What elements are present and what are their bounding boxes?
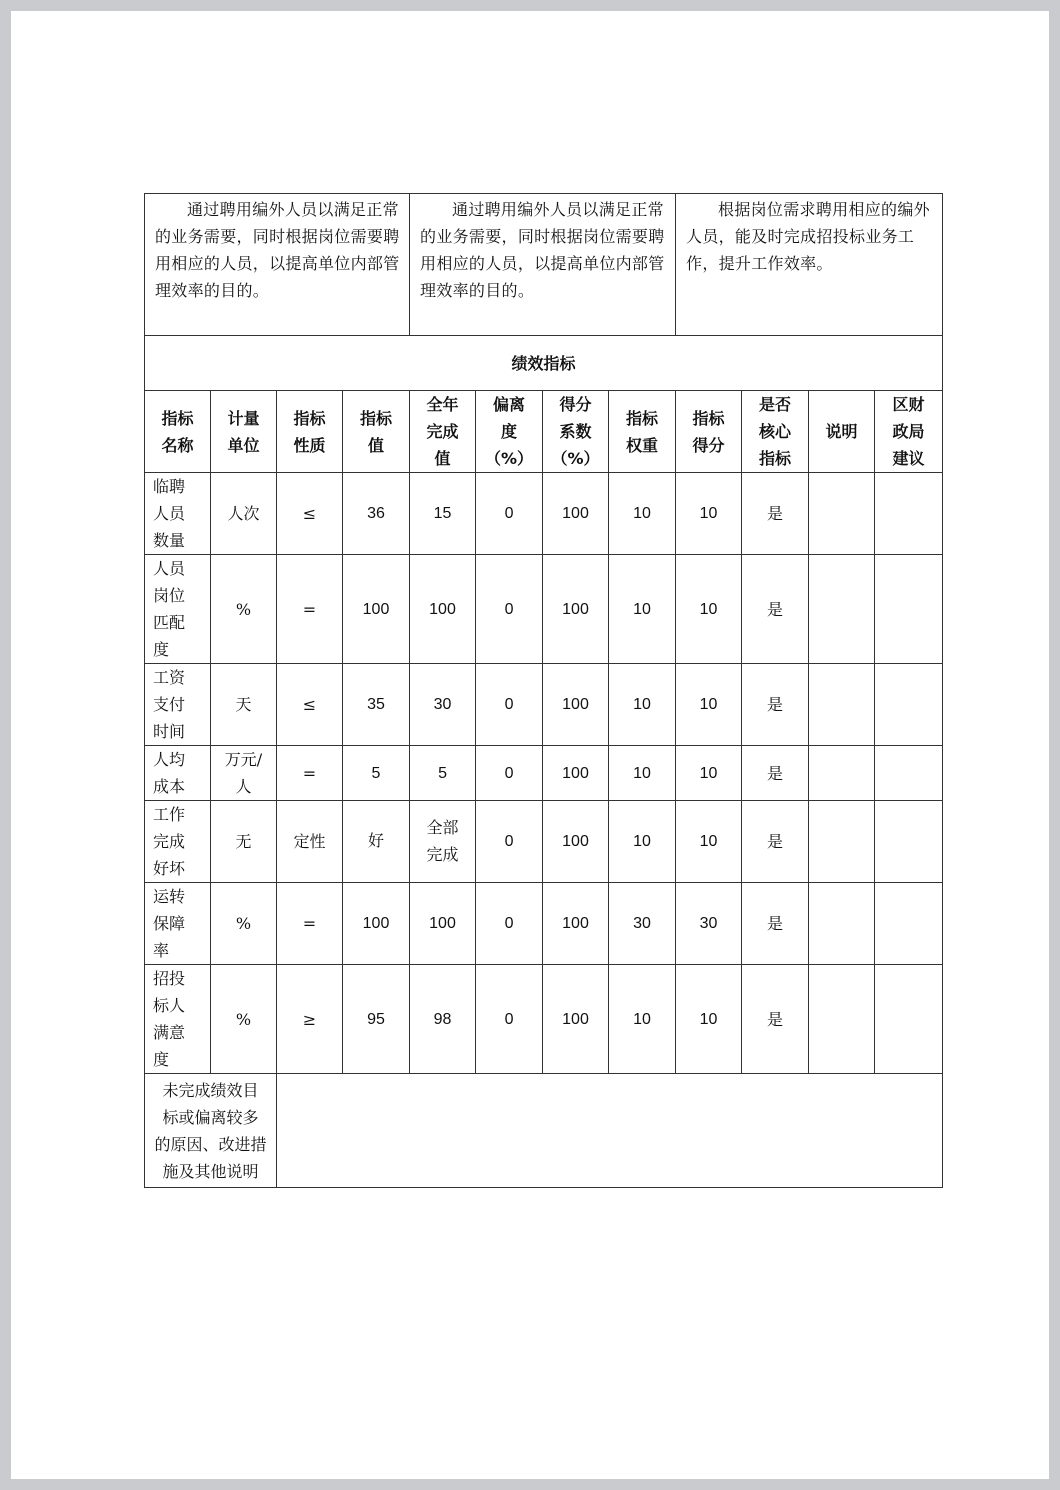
text-line: （%） bbox=[551, 449, 600, 468]
text-line: 30 bbox=[433, 696, 452, 713]
core-cell: 是 bbox=[742, 965, 809, 1074]
actual-cell bbox=[410, 473, 476, 555]
header-actual bbox=[410, 391, 476, 473]
header-indicator-name bbox=[145, 391, 211, 473]
header-nature bbox=[277, 391, 343, 473]
text-line: （%） bbox=[484, 449, 534, 468]
core-cell: 是 bbox=[742, 801, 809, 883]
footer-label bbox=[145, 1074, 277, 1188]
actual-cell bbox=[410, 664, 476, 746]
text-line: 人次 bbox=[227, 504, 260, 523]
target-cell: 95 bbox=[343, 965, 410, 1074]
text-line: 是否 bbox=[759, 395, 792, 414]
coef-cell: 100 bbox=[543, 883, 609, 965]
nature-cell: ≥ bbox=[277, 965, 343, 1074]
text-line: 度 bbox=[501, 422, 518, 441]
text-line: 100 bbox=[429, 600, 456, 618]
score-cell: 10 bbox=[676, 473, 742, 555]
text-line: 15 bbox=[433, 505, 452, 522]
text-line: 名称 bbox=[161, 435, 194, 455]
table-row bbox=[145, 664, 943, 746]
text-line: 完成 bbox=[426, 422, 459, 441]
header-score bbox=[676, 391, 742, 473]
performance-table bbox=[144, 193, 943, 1188]
text-line: 政局 bbox=[892, 422, 925, 441]
table-row bbox=[145, 965, 943, 1074]
text-line: 100 bbox=[429, 915, 456, 932]
text-line: 万元/ bbox=[224, 750, 263, 769]
text-line: 标或偏离较多 bbox=[162, 1107, 259, 1127]
text-line: 未完成绩效目 bbox=[162, 1080, 259, 1100]
description-row bbox=[145, 194, 943, 336]
advice-cell bbox=[875, 965, 943, 1074]
table-row bbox=[145, 801, 943, 883]
indicator-name bbox=[145, 801, 211, 883]
footer-row bbox=[145, 1074, 943, 1188]
nature-cell: = bbox=[277, 883, 343, 965]
text-line: 值 bbox=[434, 449, 451, 468]
core-cell: 是 bbox=[742, 746, 809, 801]
weight-cell: 10 bbox=[609, 664, 676, 746]
section-title-row bbox=[145, 336, 943, 391]
table-row bbox=[145, 883, 943, 965]
text-line: 建议 bbox=[892, 449, 925, 468]
score-cell: 10 bbox=[676, 965, 742, 1074]
text-line: 标人 bbox=[153, 996, 186, 1015]
actual-cell bbox=[410, 801, 476, 883]
text-line: 得分 bbox=[559, 395, 592, 414]
description-cell-1: 通过聘用编外人员以满足正常的业务需要，同时根据岗位需要聘用相应的人员，以提高单位内部管理效率的目的。 bbox=[145, 194, 410, 336]
deviation-cell: 0 bbox=[476, 664, 543, 746]
actual-cell bbox=[410, 965, 476, 1074]
text-line: % bbox=[235, 599, 252, 619]
text-line: 说明 bbox=[825, 422, 858, 441]
text-line: 核心 bbox=[759, 422, 792, 441]
actual-cell bbox=[410, 883, 476, 965]
text-line: 招投 bbox=[153, 969, 186, 988]
coef-cell: 100 bbox=[543, 555, 609, 664]
weight-cell: 10 bbox=[609, 473, 676, 555]
text-line: 5 bbox=[438, 764, 447, 782]
note-cell bbox=[809, 473, 875, 555]
text-line: % bbox=[235, 1009, 252, 1029]
text-line: 区财 bbox=[892, 395, 925, 414]
indicator-name bbox=[145, 883, 211, 965]
indicator-name bbox=[145, 555, 211, 664]
header-target bbox=[343, 391, 410, 473]
actual-cell bbox=[410, 746, 476, 801]
text-line: 指标 bbox=[360, 408, 393, 428]
core-cell: 是 bbox=[742, 883, 809, 965]
text-line: 保障 bbox=[153, 914, 186, 933]
text-line: 数量 bbox=[153, 531, 186, 550]
text-line: 工资 bbox=[153, 668, 186, 687]
footer-content bbox=[277, 1074, 943, 1188]
weight-cell: 10 bbox=[609, 746, 676, 801]
text-line: 单位 bbox=[227, 435, 260, 455]
text-line: 得分 bbox=[692, 435, 725, 455]
score-cell: 10 bbox=[676, 746, 742, 801]
core-cell: 是 bbox=[742, 555, 809, 664]
deviation-cell: 0 bbox=[476, 555, 543, 664]
deviation-cell: 0 bbox=[476, 883, 543, 965]
unit-cell bbox=[211, 473, 277, 555]
nature-cell: ≤ bbox=[277, 664, 343, 746]
advice-cell bbox=[875, 883, 943, 965]
score-cell: 10 bbox=[676, 555, 742, 664]
text-line: 满意 bbox=[153, 1023, 186, 1042]
target-cell: 5 bbox=[343, 746, 410, 801]
indicator-name bbox=[145, 664, 211, 746]
score-cell: 10 bbox=[676, 801, 742, 883]
indicator-name bbox=[145, 965, 211, 1074]
header-deviation bbox=[476, 391, 543, 473]
indicator-name bbox=[145, 746, 211, 801]
coef-cell: 100 bbox=[543, 801, 609, 883]
header-unit bbox=[211, 391, 277, 473]
core-cell: 是 bbox=[742, 473, 809, 555]
note-cell bbox=[809, 746, 875, 801]
score-cell: 30 bbox=[676, 883, 742, 965]
text-line: 全部 bbox=[426, 819, 459, 837]
unit-cell bbox=[211, 555, 277, 664]
target-cell: 100 bbox=[343, 555, 410, 664]
coef-cell: 100 bbox=[543, 664, 609, 746]
indicator-name bbox=[145, 473, 211, 555]
weight-cell: 10 bbox=[609, 801, 676, 883]
text-line: 系数 bbox=[559, 422, 592, 441]
text-line: 值 bbox=[368, 435, 385, 455]
target-cell: 35 bbox=[343, 664, 410, 746]
advice-cell bbox=[875, 746, 943, 801]
note-cell bbox=[809, 883, 875, 965]
weight-cell: 10 bbox=[609, 965, 676, 1074]
deviation-cell: 0 bbox=[476, 965, 543, 1074]
note-cell bbox=[809, 801, 875, 883]
text-line: 人员 bbox=[153, 504, 186, 523]
advice-cell bbox=[875, 473, 943, 555]
text-line: 完成 bbox=[153, 832, 186, 851]
nature-cell: ≤ bbox=[277, 473, 343, 555]
table-row bbox=[145, 473, 943, 555]
text-line: 临聘 bbox=[153, 477, 186, 496]
text-line: 指标 bbox=[759, 449, 792, 468]
text-line: 运转 bbox=[153, 887, 186, 906]
text-line: 度 bbox=[153, 640, 170, 659]
deviation-cell: 0 bbox=[476, 473, 543, 555]
text-line: 指标 bbox=[161, 408, 194, 428]
table-row bbox=[145, 555, 943, 664]
advice-cell bbox=[875, 555, 943, 664]
text-line: 好坏 bbox=[153, 859, 186, 878]
coef-cell: 100 bbox=[543, 965, 609, 1074]
text-line: 指标 bbox=[626, 408, 659, 428]
advice-cell bbox=[875, 801, 943, 883]
actual-cell bbox=[410, 555, 476, 664]
table-row bbox=[145, 746, 943, 801]
text-line: 人员 bbox=[153, 559, 186, 578]
weight-cell: 10 bbox=[609, 555, 676, 664]
deviation-cell: 0 bbox=[476, 746, 543, 801]
unit-cell bbox=[211, 801, 277, 883]
text-line: 的原因、改进措 bbox=[154, 1134, 267, 1154]
header-advice bbox=[875, 391, 943, 473]
document-page bbox=[11, 11, 1049, 1479]
unit-cell bbox=[211, 883, 277, 965]
text-line: 完成 bbox=[426, 846, 459, 864]
text-line: 性质 bbox=[293, 435, 326, 455]
description-cell-3: 根据岗位需求聘用相应的编外人员，能及时完成招投标业务工作，提升工作效率。 bbox=[676, 194, 943, 336]
text-line: 全年 bbox=[426, 395, 459, 414]
nature-cell: = bbox=[277, 746, 343, 801]
text-line: 支付 bbox=[153, 695, 186, 714]
note-cell bbox=[809, 664, 875, 746]
nature-cell: 定性 bbox=[277, 801, 343, 883]
target-cell: 100 bbox=[343, 883, 410, 965]
text-line: 时间 bbox=[153, 722, 186, 741]
header-core bbox=[742, 391, 809, 473]
target-cell: 好 bbox=[343, 801, 410, 883]
text-line: 施及其他说明 bbox=[162, 1161, 259, 1181]
text-line: 匹配 bbox=[153, 613, 186, 632]
text-line: % bbox=[235, 914, 252, 933]
text-line: 指标 bbox=[293, 408, 326, 428]
note-cell bbox=[809, 555, 875, 664]
unit-cell bbox=[211, 746, 277, 801]
text-line: 人均 bbox=[153, 750, 186, 769]
coef-cell: 100 bbox=[543, 746, 609, 801]
text-line: 岗位 bbox=[153, 586, 186, 605]
unit-cell bbox=[211, 965, 277, 1074]
text-line: 度 bbox=[153, 1050, 170, 1069]
core-cell: 是 bbox=[742, 664, 809, 746]
note-cell bbox=[809, 965, 875, 1074]
text-line: 天 bbox=[235, 695, 252, 714]
header-row bbox=[145, 391, 943, 473]
text-line: 率 bbox=[153, 941, 170, 960]
text-line: 无 bbox=[235, 832, 252, 851]
text-line: 偏离 bbox=[493, 395, 526, 414]
text-line: 98 bbox=[433, 1010, 452, 1028]
nature-cell: = bbox=[277, 555, 343, 664]
text-line: 成本 bbox=[153, 777, 186, 796]
text-line: 指标 bbox=[692, 408, 725, 428]
text-line: 权重 bbox=[626, 435, 659, 455]
advice-cell bbox=[875, 664, 943, 746]
header-weight bbox=[609, 391, 676, 473]
deviation-cell: 0 bbox=[476, 801, 543, 883]
unit-cell bbox=[211, 664, 277, 746]
coef-cell: 100 bbox=[543, 473, 609, 555]
header-coef bbox=[543, 391, 609, 473]
text-line: 工作 bbox=[153, 805, 186, 824]
text-line: 计量 bbox=[227, 408, 260, 428]
section-title: 绩效指标 bbox=[145, 336, 943, 391]
target-cell: 36 bbox=[343, 473, 410, 555]
description-cell-2: 通过聘用编外人员以满足正常的业务需要，同时根据岗位需要聘用相应的人员，以提高单位内部管理效率的目的。 bbox=[410, 194, 676, 336]
header-note bbox=[809, 391, 875, 473]
score-cell: 10 bbox=[676, 664, 742, 746]
text-line: 人 bbox=[235, 777, 252, 796]
weight-cell: 30 bbox=[609, 883, 676, 965]
